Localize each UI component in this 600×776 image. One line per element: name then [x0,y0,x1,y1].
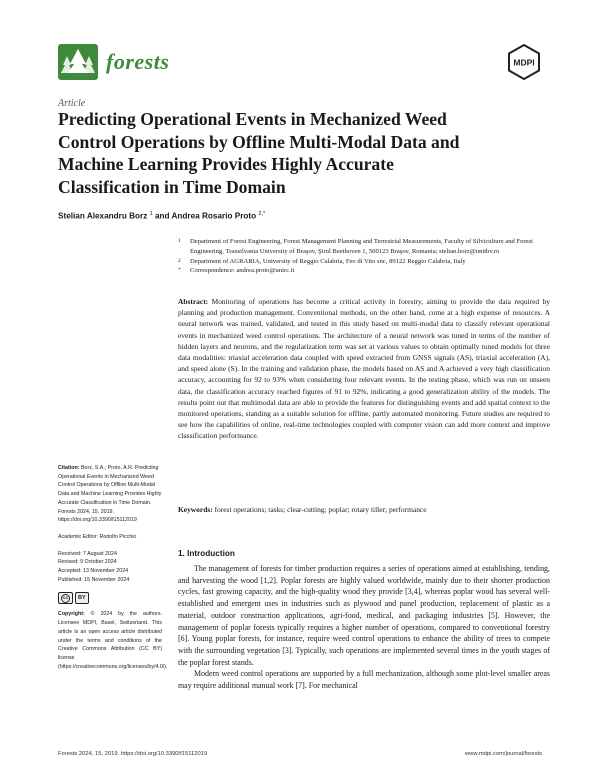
page-footer [58,751,542,757]
date-published: Published: 15 November 2024 [58,576,130,583]
author-affiliation-marker: 2,* [258,211,266,217]
keywords-text: forest operations; tasks; clear-cutting; poplar; rotary tiller; performance [214,505,427,514]
cc-circle: cc [61,594,70,603]
affiliations [178,237,548,276]
abstract [178,296,550,442]
date-revised: Revised: 9 October 2024 [58,559,117,566]
article-info-sidebar [58,464,168,671]
affiliation-row [178,257,548,267]
affiliation-number: * [178,267,181,274]
tree-logo-icon [58,44,98,80]
cc-icon [58,592,73,604]
mdpi-logo-icon [506,44,542,80]
author-affiliation-marker: 1 [149,211,153,217]
keywords-label: Keywords: [178,505,213,514]
keywords [178,504,550,515]
copyright-text: © 2024 by the authors. Licensee MDPI, Basel, Switzerland. This article is an open access article distributed under the terms and conditions of the Creative Commons Attribution (CC BY) license (https://creativecommons.org/licenses/by/4.0/). [58,611,168,670]
paper-title: Predicting Operational Events in Mechanized Weed Control Operations by Offline Multi-Modal Data and Machine Learning Provides Highly Accurate Classification in Time Domain [58,109,460,197]
abstract-label: Abstract: [178,297,209,306]
date-accepted: Accepted: 13 November 2024 [58,568,129,575]
introduction-body [178,563,550,692]
journal-name: forests [106,49,170,74]
citation-label: Citation: [58,465,80,471]
mdpi-text: MDPI [513,57,535,68]
affiliation-row [178,266,548,276]
author-name: Andrea Rosario Proto [171,211,257,221]
section-heading: 1. Introduction [178,549,235,558]
footer-citation[interactable]: Forests 2024, 15, 2019. https://doi.org/10.3390/f15112019 [58,751,208,757]
affiliation-number: 1 [178,238,181,244]
by-icon [75,592,89,604]
paragraph: The management of forests for timber production requires a series of operations aimed at establishing, tending, and harvesting the wood [1,2]. Poplar forests are highly valued worldwide, mainly due to their shorter production cycles, fast growing capacity, and the high-quality wood they provide [3,4], whereas poplar wood has several well-established and emergent uses in industries such as plywood and panel production, replacement of plastic as a material, outdoor construction applications, agri-food, medical, and packaging industries [5]. However, the management of poplar forests typically requires a higher number of operations, compared to conventional forestry [6]. Young poplar forests, for instance, require weed control operations to enhance the ability of trees to compete with the surrounding vegetation [3]. Typically, such operations are implemented several times in the youth stages of the poplar forest stands. [178,564,550,667]
footer-journal-url[interactable]: www.mdpi.com/journal/forests [465,751,542,757]
correspondence-text: Correspondence: andrea.proto@unirc.it [190,267,295,275]
copyright [58,610,168,671]
paragraph: Modern weed control operations are supported by a full mechanization, although some plot-level smaller areas may require additional manual work [7]. For mechanical [178,669,550,691]
article-type: Article [58,98,86,109]
by-text: BY [78,595,86,602]
citation [58,464,162,525]
date-received: Received: 7 August 2024 [58,550,117,557]
affiliation-text: Department of Forest Engineering, Forest Management Planning and Terrestrial Measurements, Faculty of Silviculture and Forest Engineering, Transilvania University of Braşov, Şirul Beethoven 1, 500123 Braşov, Romania; stelian.borz@unitbv.ro [190,238,533,255]
journal-logo [58,44,169,80]
affiliation-number: 2 [178,257,181,264]
affiliation-row [178,237,548,257]
academic-editor: Academic Editor: Rodolfo Picchio [58,533,137,540]
citation-text: Borz, S.A.; Proto, A.R. Predicting Operational Events in Mechanized Weed Control Operations by Offline Multi-Modal Data and Machine Learning Provides Highly Accurate Classification in Time Domain. Forests 2024, 15, 2019. https://doi.org/10.3390/f15112019 [58,465,162,524]
author-joiner: and [154,211,170,221]
publication-dates [58,550,162,585]
abstract-text: Monitoring of operations has become a critical activity in forestry, aiming to provide the data required by planning and production management. Conventional methods, on the other hand, come at a high expense of resources. A neural network was trained, validated, and tested in this study based on multi-modal data to classify relevant operational events in mechanized weed control operations. The architecture of a neural network was tuned in terms of the number of hidden layers and neurons, and the regularization term was set at various values to obtain optimally tuned models for three data modalities: triaxial acceleration data coupled with speed extracted from GNSS signals (AS), triaxial acceleration (A), and speed alone (S). In the training and validation phase, the models based on AS and A achieved a very high classification accuracy, accounting for 92 to 93% when considering four relevant events. In the testing phase, which was run on unseen data, the classification accuracy reached figures of 91 to 92%, indicating a good generalization ability of the models. The results point out that multimodal data are able to provide the features for distinguishing events and add spatial context to the monitored operations, standing as a suitable solution for offline, partly automated monitoring. Future studies are required to see how the capabilities of online, real-time technologies coupled with computer vision can add more context and improve classification performance. [178,297,550,441]
copyright-label: Copyright: [58,611,85,618]
author-list [58,211,265,221]
affiliation-text: Department of AGRARIA, University of Reggio Calabria, Feo di Vito snc, 89122 Reggio Calabria, Italy [190,257,466,265]
author-name: Stelian Alexandru Borz [58,211,148,221]
cc-by-license-badge[interactable] [58,592,162,604]
